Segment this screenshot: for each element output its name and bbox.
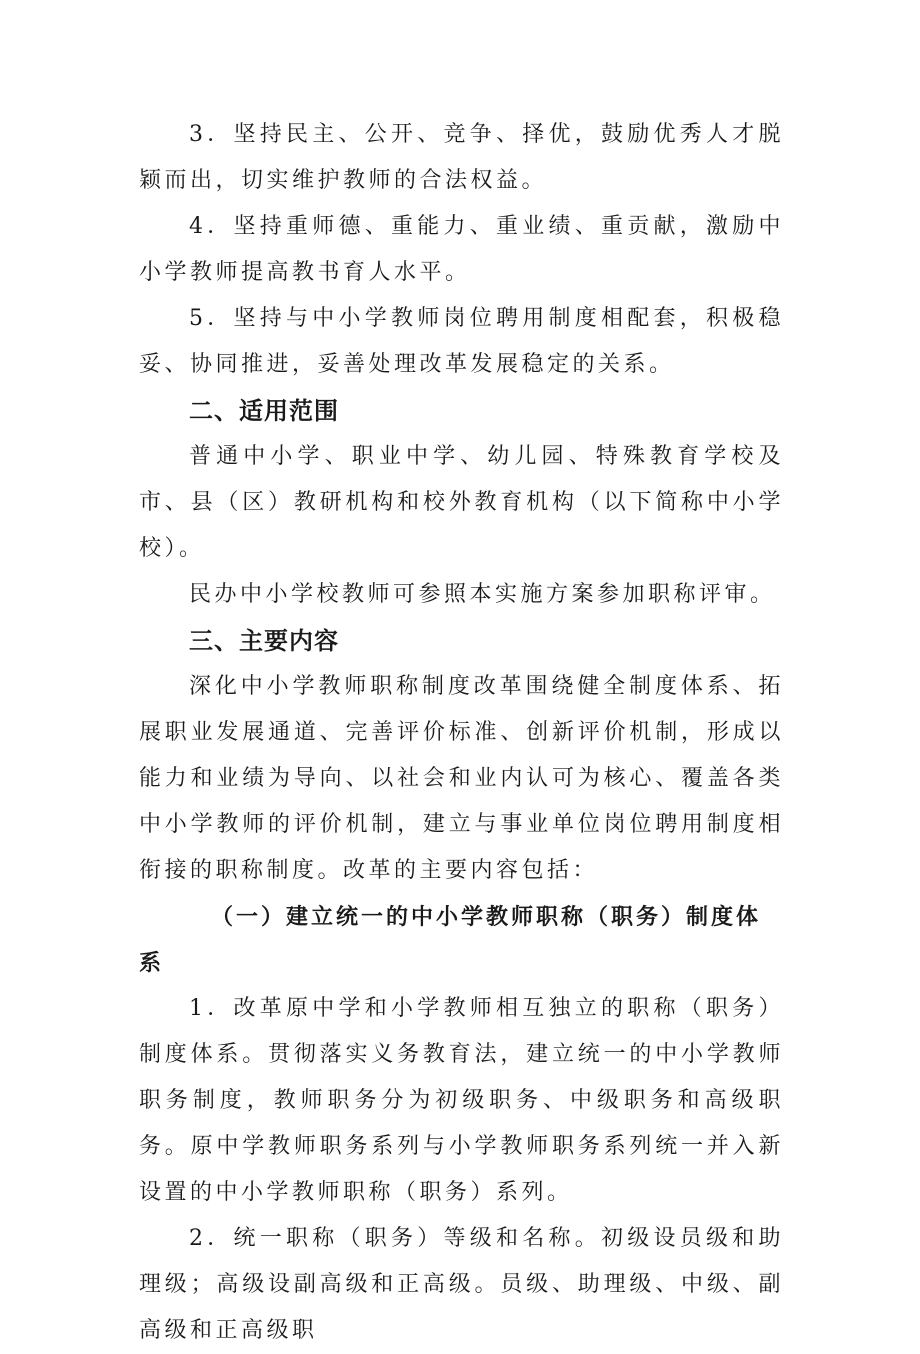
- document-page: [139, 112, 784, 1354]
- main-content-heading: 三、主要内容: [189, 627, 339, 655]
- principle-3-paragraph: 3．坚持民主、公开、竞争、择优，鼓励优秀人才脱颖而出，切实维护教师的合法权益。: [139, 122, 784, 193]
- system-reform-paragraph: 1．改革原中学和小学教师相互独立的职称（职务）制度体系。贯彻落实义务教育法，建立统一的中小学教师职务制度，教师职务分为初级职务、中级职务和高级职务。原中学教师职务系列与小学教师职务系列统一并入新设置的中小学教师职称（职务）系列。: [139, 996, 784, 1205]
- principle-5-paragraph: 5．坚持与中小学教师岗位聘用制度相配套，积极稳妥、协同推进，妥善处理改革发展稳定的关系。: [139, 306, 784, 377]
- private-school-paragraph: 民办中小学校教师可参照本实施方案参加职称评审。: [189, 582, 776, 607]
- scope-paragraph: 普通中小学、职业中学、幼儿园、特殊教育学校及市、县（区）教研机构和校外教育机构（以下简称中小学校）。: [139, 444, 784, 561]
- principle-4-paragraph: 4．坚持重师德、重能力、重业绩、重贡献，激励中小学教师提高教书育人水平。: [139, 214, 784, 285]
- unified-system-subheading: （一）建立统一的中小学教师职称（职务）制度体系: [139, 904, 762, 976]
- main-content-intro-paragraph: 深化中小学教师职称制度改革围绕健全制度体系、拓展职业发展通道、完善评价标准、创新评价机制，形成以能力和业绩为导向、以社会和业内认可为核心、覆盖各类中小学教师的评价机制，建立与事业单位岗位聘用制度相衔接的职称制度。改革的主要内容包括：: [139, 674, 784, 883]
- title-levels-paragraph: 2．统一职称（职务）等级和名称。初级设员级和助理级；高级设副高级和正高级。员级、助理级、中级、副高级和正高级职: [139, 1226, 784, 1343]
- scope-heading: 二、适用范围: [189, 397, 339, 425]
